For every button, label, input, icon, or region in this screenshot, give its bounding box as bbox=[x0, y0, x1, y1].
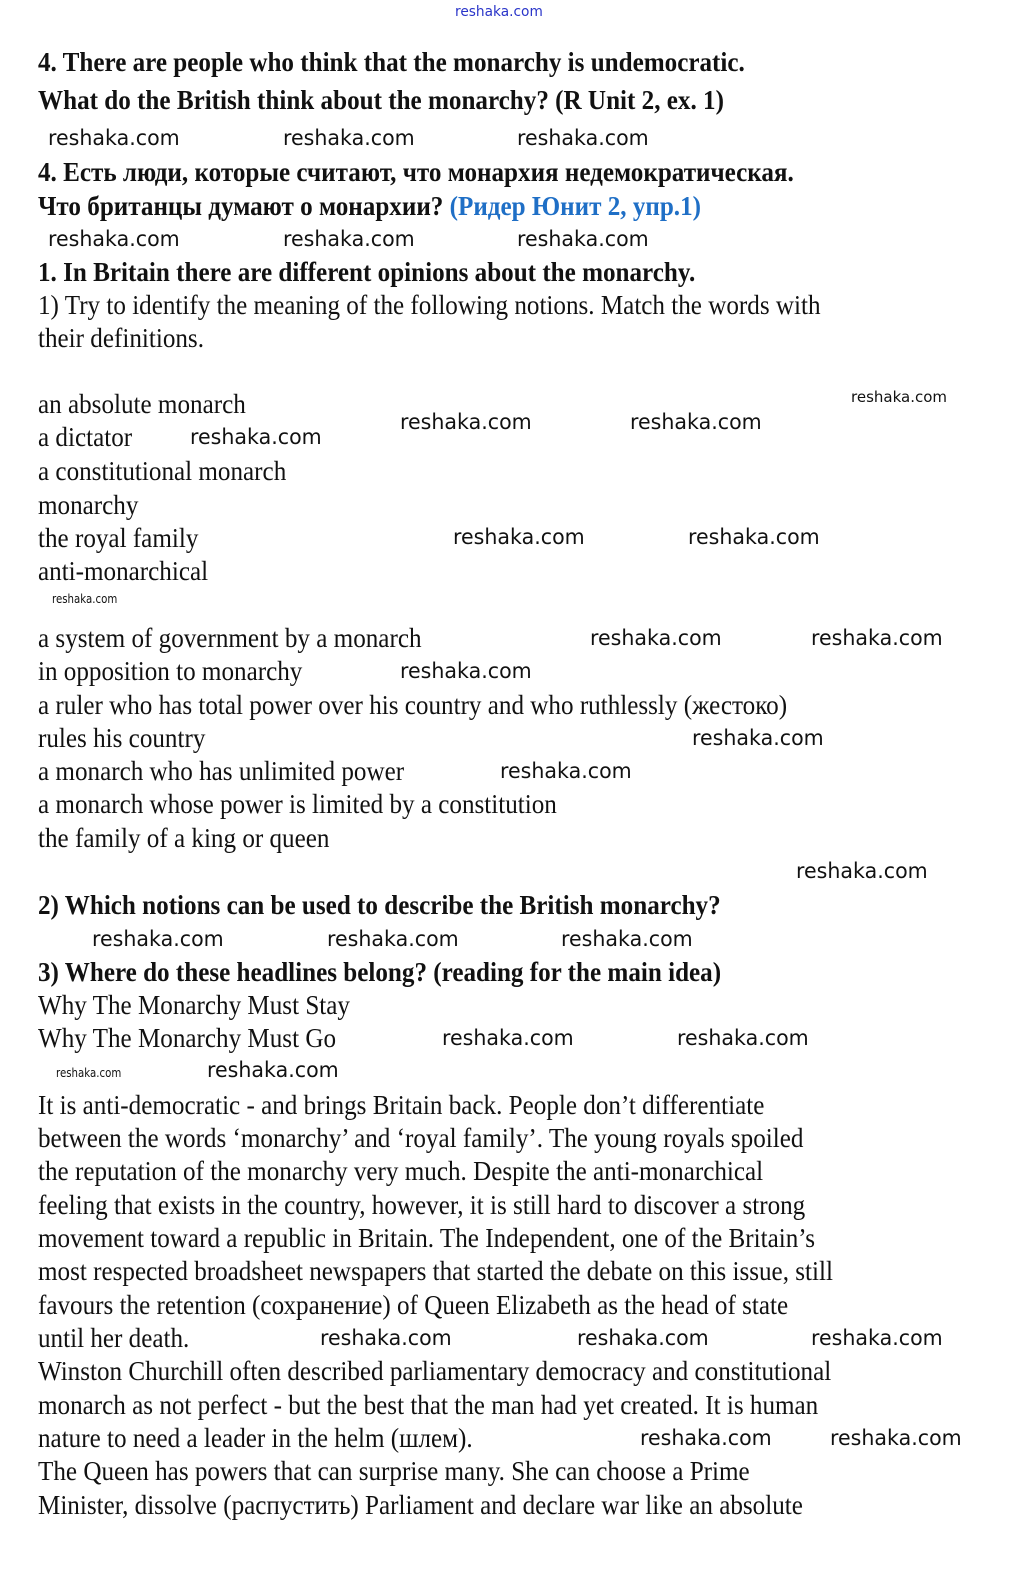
watermark: reshaka.com bbox=[283, 227, 415, 251]
section1-heading: 1. In Britain there are different opinions about the monarchy. bbox=[38, 257, 696, 287]
text-line: monarch as not perfect - but the best that the man had yet created. It is human bbox=[38, 1390, 819, 1420]
watermark: reshaka.com bbox=[500, 759, 632, 783]
definition-item: the family of a king or queen bbox=[38, 823, 330, 853]
word-item: monarchy bbox=[38, 490, 139, 520]
watermark: reshaka.com bbox=[52, 592, 118, 606]
watermark: reshaka.com bbox=[640, 1426, 772, 1450]
watermark: reshaka.com bbox=[283, 126, 415, 150]
definition-item: a ruler who has total power over his country and who ruthlessly (жестоко) bbox=[38, 690, 788, 720]
instruction-line-1: 1) Try to identify the meaning of the following notions. Match the words with bbox=[38, 290, 821, 320]
watermark: reshaka.com bbox=[517, 126, 649, 150]
text-line: most respected broadsheet newspapers that started the debate on this issue, still bbox=[38, 1256, 833, 1286]
definition-item: a monarch whose power is limited by a constitution bbox=[38, 789, 557, 819]
watermark: reshaka.com bbox=[400, 659, 532, 683]
watermark: reshaka.com bbox=[577, 1326, 709, 1350]
watermark: reshaka.com bbox=[517, 227, 649, 251]
task-title-ru-1: 4. Есть люди, которые считают, что монархия недемократическая. bbox=[38, 157, 794, 187]
watermark: reshaka.com bbox=[453, 525, 585, 549]
text-line: between the words ‘monarchy’ and ‘royal family’. The young royals spoiled bbox=[38, 1123, 804, 1153]
watermark: reshaka.com bbox=[48, 126, 180, 150]
word-item: the royal family bbox=[38, 523, 199, 553]
watermark: reshaka.com bbox=[688, 525, 820, 549]
watermark: reshaka.com bbox=[590, 626, 722, 650]
watermark: reshaka.com bbox=[677, 1026, 809, 1050]
text-line: movement toward a republic in Britain. The Independent, one of the Britain’s bbox=[38, 1223, 816, 1253]
task-title-en-1: 4. There are people who think that the monarchy is undemocratic. bbox=[38, 47, 745, 77]
watermark: reshaka.com bbox=[400, 410, 532, 434]
word-item: an absolute monarch bbox=[38, 389, 246, 419]
text-line: Minister, dissolve (распустить) Parliament and declare war like an absolute bbox=[38, 1490, 803, 1520]
watermark: reshaka.com bbox=[48, 227, 180, 251]
watermark: reshaka.com bbox=[561, 927, 693, 951]
watermark: reshaka.com bbox=[190, 425, 322, 449]
watermark: reshaka.com bbox=[327, 927, 459, 951]
watermark: reshaka.com bbox=[692, 726, 824, 750]
text-line: the reputation of the monarchy very much. Despite the anti-monarchical bbox=[38, 1156, 764, 1186]
headline-item: Why The Monarchy Must Stay bbox=[38, 990, 350, 1020]
watermark: reshaka.com bbox=[811, 626, 943, 650]
question-3: 3) Where do these headlines belong? (reading for the main idea) bbox=[38, 957, 722, 987]
watermark: reshaka.com bbox=[56, 1066, 122, 1080]
text-line: favours the retention (сохранение) of Queen Elizabeth as the head of state bbox=[38, 1290, 789, 1320]
reader-reference-link: (Ридер Юнит 2, упр.1) bbox=[449, 191, 702, 221]
definition-item: a monarch who has unlimited power bbox=[38, 756, 405, 786]
watermark: reshaka.com bbox=[811, 1326, 943, 1350]
text-line: feeling that exists in the country, however, it is still hard to discover a strong bbox=[38, 1190, 806, 1220]
watermark: reshaka.com bbox=[851, 388, 947, 406]
task-title-en-2: What do the British think about the monarchy? (R Unit 2, ex. 1) bbox=[38, 85, 724, 115]
definition-item: in opposition to monarchy bbox=[38, 656, 303, 686]
word-item: a dictator bbox=[38, 422, 133, 452]
text-line: Winston Churchill often described parliamentary democracy and constitutional bbox=[38, 1356, 832, 1386]
task-title-ru-2 bbox=[38, 190, 701, 222]
watermark-top: reshaka.com bbox=[455, 4, 543, 20]
text-line: The Queen has powers that can surprise many. She can choose a Prime bbox=[38, 1456, 750, 1486]
instruction-line-2: their definitions. bbox=[38, 323, 204, 353]
word-item: anti-monarchical bbox=[38, 556, 209, 586]
text-line: nature to need a leader in the helm (шлем). bbox=[38, 1423, 473, 1453]
watermark: reshaka.com bbox=[320, 1326, 452, 1350]
question-2: 2) Which notions can be used to describe the British monarchy? bbox=[38, 890, 721, 920]
text-line: It is anti-democratic - and brings Britain back. People don’t differentiate bbox=[38, 1090, 765, 1120]
watermark: reshaka.com bbox=[830, 1426, 962, 1450]
task-title-ru-text: Что британцы думают о монархии? bbox=[38, 191, 444, 221]
text-line: until her death. bbox=[38, 1323, 190, 1353]
definition-item: rules his country bbox=[38, 723, 206, 753]
watermark: reshaka.com bbox=[207, 1058, 339, 1082]
watermark: reshaka.com bbox=[442, 1026, 574, 1050]
watermark: reshaka.com bbox=[92, 927, 224, 951]
watermark: reshaka.com bbox=[630, 410, 762, 434]
word-item: a constitutional monarch bbox=[38, 456, 287, 486]
headline-item: Why The Monarchy Must Go bbox=[38, 1023, 337, 1053]
definition-item: a system of government by a monarch bbox=[38, 623, 422, 653]
watermark: reshaka.com bbox=[796, 859, 928, 883]
